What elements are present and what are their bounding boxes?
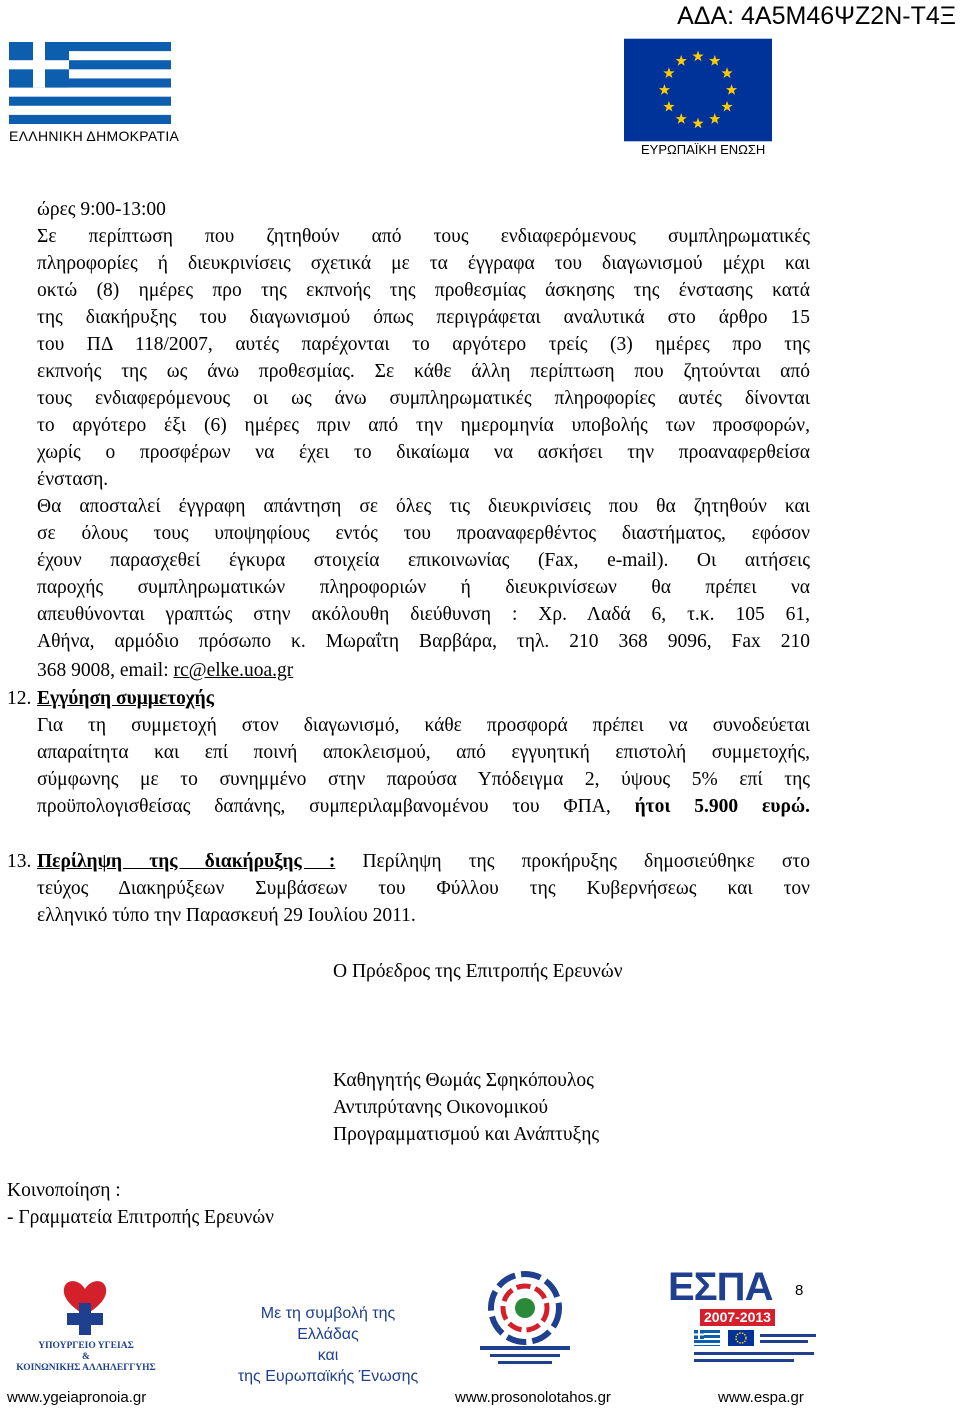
url-espa[interactable]: www.espa.gr bbox=[718, 1389, 804, 1406]
section-12-amount: ήτοι 5.900 ευρώ. bbox=[634, 796, 811, 817]
signature-role-line1: Αντιπρύτανης Οικονομικού bbox=[333, 1097, 548, 1118]
greek-republic-caption: ΕΛΛΗΝΙΚΗ ΔΗΜΟΚΡΑΤΙΑ bbox=[9, 128, 180, 144]
ministry-caption-amp: & bbox=[82, 1352, 90, 1362]
text-line: της διακήρυξης του διαγωνισμού όπως περιγράφεται αναλυτικά στο άρθρο 15 bbox=[37, 307, 810, 328]
funding-line3: και bbox=[317, 1347, 339, 1364]
eu-caption: ΕΥΡΩΠΑΪΚΗ ΕΝΩΣΗ bbox=[641, 142, 766, 157]
text-line: Αθήνα, αρμόδιο πρόσωπο κ. Μωραΐτη Βαρβάρα, τηλ. 210 368 9096, Fax 210 bbox=[37, 631, 810, 652]
email-line-prefix: 368 9008, email: bbox=[37, 660, 174, 681]
funding-line2: Ελλάδας bbox=[297, 1326, 359, 1343]
text-line: απαραίτητα και επί ποινή αποκλεισμού, από εγγυητική επιστολή συμμετοχής, bbox=[37, 742, 810, 763]
section-12-title: Εγγύηση συμμετοχής bbox=[37, 688, 214, 709]
text-line: έχουν παρασχεθεί έγκυρα στοιχεία επικοινωνίας (Fax, e-mail). Οι αιτήσεις bbox=[37, 550, 810, 571]
ministry-caption-line1: ΥΠΟΥΡΓΕΙΟ ΥΓΕΙΑΣ bbox=[38, 1341, 134, 1351]
text-line: σε όλους τους υποψηφίους εντός του προαναφερθέντος διαστήματος, εφόσον bbox=[37, 523, 810, 544]
text-line: τους ενδιαφερόμενους οι ως άνω συμπληρωματικές πληροφορίες αυτές δίνονται bbox=[37, 388, 810, 409]
email-line bbox=[37, 657, 810, 684]
text-line: πληροφορίες ή διευκρινίσεις σχετικά με τα έγγραφα του διαγωνισμού μέχρι και bbox=[37, 253, 810, 274]
text-line: Θα αποσταλεί έγγραφη απάντηση σε όλες τις διευκρινίσεις που θα ζητηθούν και bbox=[37, 496, 810, 517]
funding-line4: της Ευρωπαϊκής Ένωσης bbox=[237, 1368, 419, 1385]
human-resources-program-logo-icon bbox=[470, 1268, 580, 1368]
text-line: απευθύνονται γραπτώς στην ακόλουθη διεύθυνση : Χρ. Λαδά 6, τ.κ. 105 61, bbox=[37, 604, 810, 625]
cc-label: Κοινοποίηση : bbox=[7, 1180, 121, 1201]
text-line: το αργότερο έξι (6) ημέρες πριν από την ημερομηνία υποβολής των προσφορών, bbox=[37, 415, 810, 436]
text-line: παροχής συμπληρωματικών πληροφοριών ή διευκρινίσεων θα πρέπει να bbox=[37, 577, 810, 598]
text-line: τεύχος Διακηρύξεων Συμβάσεων του Φύλλου της Κυβερνήσεως και τον bbox=[37, 878, 810, 899]
email-link[interactable]: rc@elke.uoa.gr bbox=[173, 660, 294, 681]
ada-code: ΑΔΑ: 4Α5Μ46ΨΖ2Ν-Τ4Ξ bbox=[677, 2, 956, 30]
text-line: οκτώ (8) ημέρες προ της εκπνοής της προθεσμίας άσκησης της ένστασης κατά bbox=[37, 280, 810, 301]
signature-committee: Ο Πρόεδρος της Επιτροπής Ερευνών bbox=[333, 961, 623, 982]
text-line: εκπνοής της ως άνω προθεσμίας. Σε κάθε άλλη περίπτωση που ζητούνται από bbox=[37, 361, 810, 382]
funding-line1: Με τη συμβολή της bbox=[260, 1305, 396, 1322]
greek-flag-icon bbox=[9, 42, 171, 124]
signature-role-line2: Προγραμματισμού και Ανάπτυξης bbox=[333, 1124, 600, 1145]
section-13-first-line: Περίληψη της προκήρυξης δημοσιεύθηκε στο bbox=[362, 851, 810, 872]
section-13-number: 13. bbox=[7, 851, 32, 872]
cc-item: - Γραμματεία Επιτροπής Ερευνών bbox=[7, 1207, 274, 1228]
text-line: ελληνικό τύπο την Παρασκευή 29 Ιουλίου 2011. bbox=[37, 905, 416, 926]
text-line: του ΠΔ 118/2007, αυτές παρέχονται το αργότερο τρείς (3) ημέρες προ της bbox=[37, 334, 810, 355]
text-line: Για τη συμμετοχή στον διαγωνισμό, κάθε προσφορά πρέπει να συνοδεύεται bbox=[37, 715, 810, 736]
section-12-last-text: προϋπολογισθείσας δαπάνης, συμπεριλαμβανομένου του ΦΠΑ, bbox=[37, 796, 611, 817]
text-line: Σε περίπτωση που ζητηθούν από τους ενδιαφερόμενους συμπληρωματικές bbox=[37, 226, 810, 247]
espa-years: 2007-2013 bbox=[700, 1309, 775, 1326]
ministry-logo-icon bbox=[40, 1267, 130, 1339]
text-line bbox=[37, 793, 810, 820]
section-13-title: Περίληψη της διακήρυξης : bbox=[37, 851, 336, 872]
text-line: σύμφωνης με το συνημμένο στην παρούσα Υπόδειγμα 2, ύψους 5% επί της bbox=[37, 769, 810, 790]
page-number: 8 bbox=[795, 1282, 804, 1299]
url-ministry[interactable]: www.ygeiapronoia.gr bbox=[7, 1389, 147, 1406]
espa-title: ΕΣΠΑ bbox=[668, 1265, 773, 1309]
text-line bbox=[37, 848, 810, 875]
section-12-number: 12. bbox=[7, 688, 32, 709]
text-line: ένσταση. bbox=[37, 469, 109, 490]
text-line: χωρίς ο προσφέρων να έχει το δικαίωμα να ασκήσει την προαναφερθείσα bbox=[37, 442, 810, 463]
ministry-caption-line2: ΚΟΙΝΩΝΙΚΗΣ ΑΛΛΗΛΕΓΓΥΗΣ bbox=[16, 1363, 156, 1373]
url-program[interactable]: www.prosonolotahos.gr bbox=[455, 1389, 611, 1406]
espa-flags-icon bbox=[690, 1328, 820, 1370]
text-line: ώρες 9:00-13:00 bbox=[37, 199, 166, 220]
signature-name: Καθηγητής Θωμάς Σφηκόπουλος bbox=[333, 1070, 594, 1091]
eu-flag-icon bbox=[624, 38, 772, 142]
